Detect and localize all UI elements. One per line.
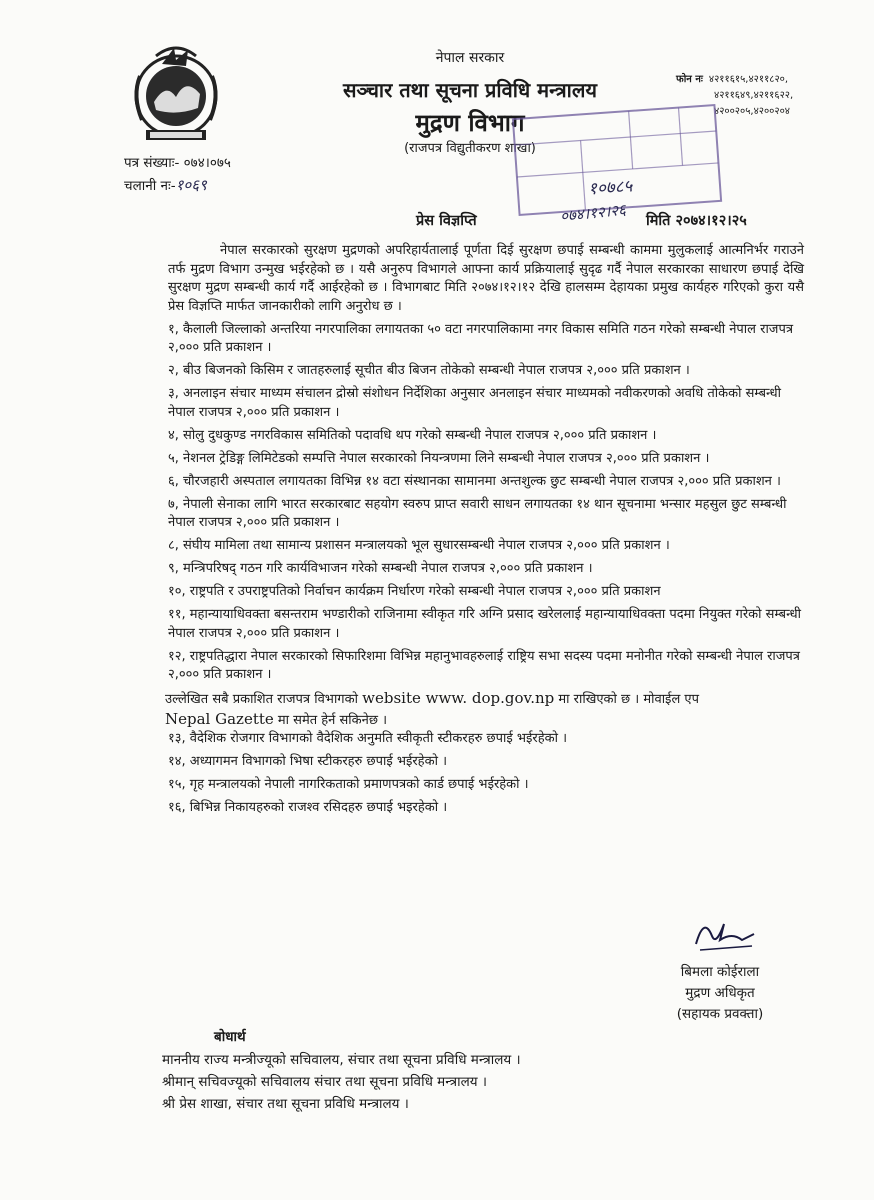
website-note-post: मा समेत हेर्न सकिनेछ । [277, 712, 388, 728]
copy-to-item: माननीय राज्य मन्त्रीज्यूको सचिवालय, संचार तथा सूचना प्रविधि मन्त्रालय । [162, 1052, 521, 1068]
website-note-pre: उल्लेखित सबै प्रकाशित राजपत्र विभागको [165, 692, 358, 707]
copy-to-item: श्री प्रेस शाखा, संचार तथा सूचना प्रविधि मन्त्रालय । [162, 1096, 409, 1112]
phone-line: ४२००२०५,४२००२०४ [714, 106, 790, 117]
header-ministry: सञ्चार तथा सूचना प्रविधि मन्त्रालय [342, 78, 598, 102]
header-section: (राजपत्र विद्युतीकरण शाखा) [404, 141, 536, 156]
list-item: २, बीउ बिजनको किसिम र जातहरुलाई सूचीत बीउ बिजन तोकेको सम्बन्धी नेपाल राजपत्र २,००० प्रति प्रकाशन । [168, 363, 690, 378]
list-item: ३, अनलाइन संचार माध्यम संचालन द्रोस्रो संशोधन निर्देशिका अनुसार अनलाइन संचार माध्यमको नवीकरणको अवधि तोकेको सम्बन्धी नेपाल राजपत्र २,००० प्रति प्रकाशन । [168, 386, 781, 420]
phone-line: ४२११६४९,४२११६२२, [714, 90, 794, 101]
list-item: ७, नेपाली सेनाका लागि भारत सरकारबाट सहयोग स्वरुप प्राप्त सवारी साधन लगायतका १४ थान सूचनामा भन्सार महसुल छुट सम्बन्धी नेपाल राजपत्र २,००० प्रति प्रकाशन । [168, 496, 787, 530]
list-item: ११, महान्यायाधिवक्ता बसन्तराम भण्डारीको राजिनामा स्वीकृत गरि अग्नि प्रसाद खरेललाई महान्यायाधिवक्ता पदमा नियुक्त गरेको सम्बन्धी नेपाल राजपत्र २,००० प्रति प्रकाशन । [168, 607, 802, 641]
list-item: १३, वैदेशिक रोजगार विभागको वैदेशिक अनुमति स्वीकृती स्टीकरहरु छपाई भईरहेको । [168, 731, 568, 746]
list-item: ५, नेशनल ट्रेडिङ्ग लिमिटेडको सम्पत्ति नेपाल सरकारको नियन्त्रणमा लिने सम्बन्धी नेपाल राजपत्र २,००० प्रति प्रकाशन । [168, 450, 710, 466]
press-release-title: प्रेस विज्ञप्ति [416, 213, 477, 229]
letter-number: पत्र संख्याः- ०७४।०७५ [124, 155, 231, 171]
list-item: १२, राष्ट्रपतिद्धारा नेपाल सरकारको सिफारिशमा विभिन्न महानुभावहरुलाई राष्ट्रिय सभा सदस्य पदमा मनोनीत गरेको सम्बन्धी नेपाल राजपत्र २,००० प्रति प्रकाशन । [168, 648, 800, 682]
list-item: ९, मन्त्रिपरिषद् गठन गरि कार्यविभाजन गरेको सम्बन्धी नेपाल राजपत्र २,००० प्रति प्रकाशन । [168, 561, 593, 576]
list-item: १०, राष्ट्रपति र उपराष्ट्रपतिको निर्वाचन कार्यक्रम निर्धारण गरेको सम्बन्धी नेपाल राजपत्र २,००० प्रति प्रकाशन [168, 584, 661, 599]
website-url: website www. dop.gov.np [362, 689, 555, 707]
intro-paragraph: नेपाल सरकारको सुरक्षण मुद्रणको अपरिहार्यतालाई पूर्णता दिई सुरक्षण छपाई सम्बन्धी काममा मुलुकलाई आत्मनिर्भर गराउने तर्फ मुद्रण विभाग उन्मुख भईरहेको छ । यसै अनुरुप विभागले आफ्ना कार्य प्रक्रियालाई सुदृढ गर्दै नेपाल सरकारका साधारण छपाई देखि सुरक्षण मुद्रण सम्बन्धी कार्य गर्दै आईरहेको छ । विभागबाट मिति २०७४।१२।१२ देखि हालसम्म देहायका प्रमुख कार्यहरु गरिएको कुरा यसै प्रेस विज्ञप्ति मार्फत जानकारीको लागि अनुरोध छ । [168, 243, 804, 314]
dispatch-number-label: चलानी नः- [124, 178, 176, 194]
copy-to-title: बोधार्थ [214, 1029, 246, 1045]
stamp-received-date: ०७४।१२।२६ [559, 200, 627, 226]
website-note-mid: मा राखिएको छ । मोवाईल एप [558, 692, 699, 707]
nepal-emblem-icon [126, 42, 226, 150]
list-item: १, कैलाली जिल्लाको अन्तरिया नगरपालिका लगायतका ५० वटा नगरपालिकामा नगर विकास समिति गठन गरेको सम्बन्धी नेपाल राजपत्र २,००० प्रति प्रकाशन । [168, 321, 794, 355]
signatory-name: बिमला कोईराला [680, 964, 760, 980]
website-note [165, 689, 804, 730]
dispatch-number-handwritten: १०६९ [175, 176, 207, 194]
release-date: मिति २०७४।१२।२५ [646, 213, 747, 229]
copy-to-item: श्रीमान् सचिवज्यूको सचिवालय संचार तथा सूचना प्रविधि मन्त्रालय । [162, 1074, 487, 1090]
list-item: ८, संघीय मामिला तथा सामान्य प्रशासन मन्त्रालयको भूल सुधारसम्बन्धी नेपाल राजपत्र २,००० प्रति प्रकाशन । [168, 538, 670, 553]
signature-icon [690, 910, 760, 956]
stamp-received-number: १०७८५ [587, 176, 633, 200]
document-body [165, 242, 804, 822]
phone-line: ४२११६१५,४२११८२०, [708, 74, 789, 85]
header-department: मुद्रण विभाग [415, 109, 525, 137]
list-item: १५, गृह मन्त्रालयको नेपाली नागरिकताको प्रमाणपत्रको कार्ड छपाई भईरहेको । [168, 777, 529, 792]
list-item: ६, चौरजहारी अस्पताल लगायतका विभिन्न १४ वटा संस्थानका सामानमा अन्तशुल्क छुट सम्बन्धी नेपाल राजपत्र २,००० प्रति प्रकाशन । [168, 473, 781, 489]
copy-to-list [162, 1049, 521, 1115]
signatory-subrole: (सहायक प्रवक्ता) [676, 1006, 764, 1022]
list-item: १६, बिभिन्न निकायहरुको राजश्व रसिदहरु छपाई भइरहेको । [168, 800, 448, 815]
phone-label: फोन नः [676, 74, 703, 85]
list-item: १४, अध्यागमन विभागको भिषा स्टीकरहरु छपाई भईरहेको । [168, 754, 447, 769]
reference-block [124, 152, 231, 197]
app-name: Nepal Gazette [165, 709, 274, 728]
signatory-role: मुद्रण अधिकृत [685, 985, 755, 1001]
signatory-block [646, 962, 794, 1025]
list-item: ४, सोलु दुधकुण्ड नगरविकास समितिको पदावधि थप गरेको सम्बन्धी नेपाल राजपत्र २,००० प्रति प्रकाशन । [168, 427, 657, 443]
header-government: नेपाल सरकार [435, 50, 505, 66]
